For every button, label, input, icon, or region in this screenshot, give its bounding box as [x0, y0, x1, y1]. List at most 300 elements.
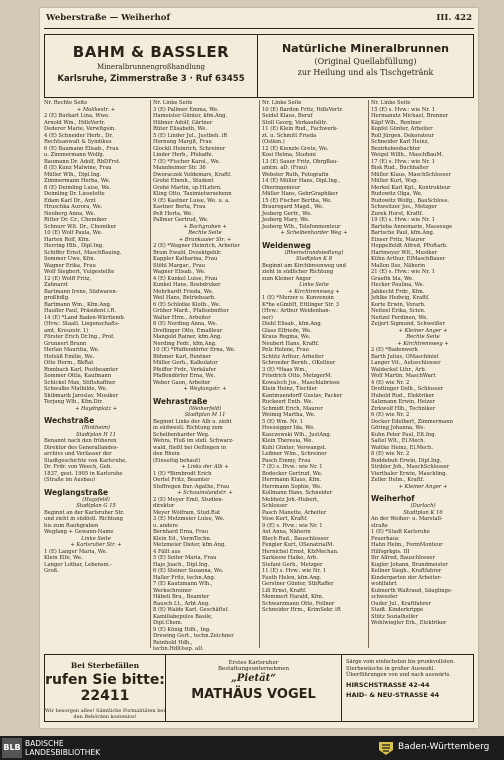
resident-entry: 5 (E) Wm. Nr. 1 [262, 418, 304, 425]
resident-entry: Dederer Marie, Verwltgsin. [44, 126, 116, 132]
resident-entry: Rudowitz Olga, We. [371, 191, 423, 197]
resident-entry: Schütz Arthur, Arbeiter [262, 353, 324, 360]
resident-entry: Nr. Linke Seite [153, 100, 193, 106]
bottom-ad-company-line1: Erstes Karlsruher [228, 660, 279, 666]
resident-entry: 4 (E) Schneider Herb., Dr. [44, 132, 113, 139]
resident-entry: Vierthaler Erwin, Maschling. [371, 470, 448, 477]
top-ad-company [45, 35, 258, 97]
resident-entry: Müller Hans, GebrGraphiker [262, 191, 338, 197]
resident-entry: Wagner Erika, Frau [44, 262, 96, 269]
resident-entry: Langer Lothar, Lebensm.- [44, 561, 112, 568]
blb-logo-icon[interactable]: BLB [2, 738, 22, 758]
section-marker: + Haydnplatz + [74, 405, 118, 412]
resident-entry: Müller Gerh., Kalkulator [153, 360, 218, 366]
header-rule [44, 28, 474, 29]
resident-entry: Diehl Elisab., kfm.Ang. [262, 321, 323, 327]
resident-entry: 7 (E) s. Hvw.: wie Nr. 1 [262, 464, 323, 470]
resident-entry: Kollmann Hans, Schneider [262, 490, 333, 496]
resident-entry: Weigel Willh., MaschBauM. [371, 152, 444, 158]
resident-entry: Jabkecht Frdr., Kfm. [371, 288, 425, 295]
resident-entry: Kühn Arthur, ElMaschBauer [371, 256, 446, 262]
street-description: bis zum Rauhgraben [44, 522, 99, 529]
resident-entry: Drottinger Dolh., Schlosser [371, 386, 444, 392]
resident-entry: Kowalsch Jos., Maschlabriese [262, 379, 340, 386]
resident-entry: Schneider Karl Heinz, [371, 139, 430, 145]
directory-page [40, 8, 478, 728]
resident-entry: Hübner Adolf, Gärtner [153, 119, 213, 126]
directory-column-4 [371, 100, 475, 648]
resident-entry: zt. u. Schmitt Frieda [262, 132, 317, 139]
bottom-ad-company [166, 655, 342, 721]
top-ad-company-name: BAHM & BASSLER [72, 43, 230, 61]
resident-entry: 3 (E) *Haas Wm., [262, 366, 308, 373]
column-divider [259, 100, 260, 648]
page-header [40, 8, 478, 32]
resident-entry: Linder Herb., Pfsbaffe. [153, 152, 214, 158]
top-advertisement [44, 34, 474, 98]
street-description: Wehra, Fluß im südl. Schwarz- [153, 438, 234, 444]
resident-entry: 14 (E) *Land Baden-Württemb. [44, 314, 126, 321]
resident-entry: Kling Otto, Taximietwrsehenn [153, 191, 232, 197]
resident-entry: 10 (E) *Pfaffendörfer Erna, We. [153, 347, 236, 353]
resident-entry: Sarkisow Haiko, Arb. [262, 555, 318, 561]
resident-entry: Schmidt Erich, Maurer [262, 405, 323, 412]
resident-entry: Pfeiffer Frdr., Verkäufer [153, 366, 217, 373]
resident-entry: Stadt. Kinderkrippe [371, 607, 424, 613]
resident-entry: Hornung Margit, Frau [153, 139, 212, 145]
resident-entry: Glockli Heinrich, Schreiner [153, 145, 226, 152]
resident-entry: Zeijert Sigmund, Schweißer [371, 321, 445, 327]
section-marker: + Weglangstr. + [183, 386, 227, 392]
resident-entry: Hartmeyer Wlt., Musiker [371, 249, 437, 256]
resident-entry: 8 (E) Deimling Luise, We. [44, 184, 111, 191]
resident-entry: 15 (E) s. Hvw.: wie Nr. 1 [371, 106, 435, 113]
resident-entry: Einser Fritz, Maurer [371, 236, 426, 243]
resident-entry: Schwarzmann Otto, Fellner [262, 600, 335, 607]
resident-entry: (Hvw.: Artbur Weidenhan- [262, 308, 331, 314]
resident-entry: Bodecker Gertrud, We. [262, 470, 323, 477]
resident-entry: 12 (E) Wolff Fritz, [44, 275, 92, 282]
resident-entry: Göring Johanna, We. [371, 425, 426, 431]
resident-entry: Rechtsanwalt & Syndikus [44, 139, 112, 145]
resident-entry: Weil Hans, Betriebsarb. [153, 295, 216, 301]
resident-entry: Wolf Martin, MaschWart [371, 373, 436, 379]
resident-entry: 7 (E) Kautzmann Wlh., [153, 581, 213, 587]
resident-entry: Kastner Berta, Frau [153, 204, 206, 210]
resident-entry: Mannheimer Str. 36 [153, 165, 206, 171]
resident-entry: Ruckeert Enth. We. [262, 399, 314, 405]
section-marker: (Rheinstrandsiedlung) [284, 249, 344, 256]
resident-entry: 1 (E) *Birnbrodt Erich [153, 470, 212, 477]
resident-entry: Herring Hlb., Dipl.Ing. [44, 243, 104, 249]
bottom-ad-services [342, 655, 473, 721]
resident-entry: Schwalbe Mathilde, We. [44, 386, 108, 392]
resident-entry: Barth Julius, OMaschinist [371, 353, 439, 360]
resident-entry: Mohrhardt Frieda, We. [153, 288, 214, 295]
resident-entry: 2 (E) *Badenwerk [371, 347, 418, 353]
resident-entry: Glass Elfriede, We. [262, 327, 312, 334]
section-marker: Rechte Seite [188, 230, 222, 236]
resident-entry: Buddebuh Erwin, Dipl.Ing. [371, 457, 442, 464]
resident-entry: 8 (E) Nerding Anna, We. [153, 321, 218, 327]
resident-entry: Wolf Siegbert, Vulgestellte [44, 269, 115, 275]
resident-entry: Bernhard Erna, Frau [153, 529, 209, 535]
resident-entry: Hofsäß Emilie, We. [44, 353, 95, 360]
resident-entry: Mommert Harald, Kfm. [262, 594, 324, 600]
resident-entry: Skibmarik Jaroslav, Musiker [44, 392, 119, 399]
resident-entry: Hruschka Aurora, We. [44, 204, 103, 210]
resident-entry: Stöhl Margar., Frau [153, 262, 206, 269]
resident-entry: Bartmann Wm., Kfm.Ang. [44, 301, 112, 308]
street-description: Benannt nach den früheren [44, 438, 117, 444]
resident-entry: 10 (E) Bardon Fritz, HdlsVertr. [262, 106, 344, 113]
resident-entry: Sommer Ottla, Kaufmann [44, 373, 112, 379]
resident-entry: 17 (E) s. Hvw.: wie Nr. 1 [371, 158, 435, 165]
street-description: Dr. Frdr. von Weech, Geb. [44, 464, 112, 470]
bottom-advertisement [44, 654, 474, 722]
resident-entry: 6 (E) Schlotke Klotb., We. [153, 301, 221, 308]
resident-entry: Grüber Marit., Pfaflsebnitter [153, 308, 229, 314]
street-description: zum Kleiner Anger [262, 275, 312, 282]
resident-entry: Jesberg Wlh., Telefonmonteur [262, 223, 341, 230]
column-divider [368, 100, 369, 648]
resident-entry: Ouder Jul., Kraftfahrer [371, 600, 431, 607]
resident-entry: Hoppelfeldt Alfred, PPoftarb. [371, 243, 448, 249]
resident-entry: Groß. [44, 568, 59, 574]
resident-entry: Schnurr Wlt. Dr., Chemiker [44, 223, 117, 230]
resident-entry: Brauregard Magd., We. [262, 204, 324, 210]
section-marker: + Kirchtrennweg + [288, 288, 340, 295]
resident-entry: Ritter Dr. Cr., Chemiker [44, 217, 107, 223]
street-description: (Einseitig behaut) [153, 457, 201, 464]
resident-entry: Leibner Wlm., Schreiner [262, 451, 327, 457]
resident-entry: Hecker Paulina, We. [371, 282, 425, 288]
resident-entry: 1 (E) Langer Maria, We. [44, 548, 108, 555]
directory-column-3 [262, 100, 366, 648]
resident-entry: Baumann Dr. Adolf, RbDFrst. [44, 158, 121, 165]
resident-entry: Häbeli Bru., Beamter [153, 594, 210, 600]
resident-entry: Vose Kurt, Kraftf. [262, 516, 308, 522]
resident-entry: Fauth Helen, kfm.Ang. [262, 574, 322, 581]
resident-entry: Kappler Katharina, Frau [153, 256, 218, 262]
resident-entry: Jesberg Gertr., We. [262, 210, 312, 217]
street-heading: Wechstraße [44, 416, 95, 425]
section-marker: (Weiherfeld) [188, 405, 222, 412]
resident-entry: Nr. Linke Seite [371, 100, 411, 106]
resident-entry: Müller Wlh., Dipl.Ing. [44, 171, 102, 178]
resident-entry: Stefani Gerh., Metzger [262, 561, 323, 568]
resident-entry: 2 (E) Meyer Emil, Studien- [153, 496, 224, 503]
resident-entry: Drewing Gert., techn.Zeichner [153, 633, 234, 639]
header-street-range: Weberstraße — Weiherhof [46, 13, 171, 23]
resident-entry: Neiteel Erika, Scien. [371, 308, 426, 314]
resident-entry: Ihr Alfred, Bauschlosser [371, 555, 435, 561]
resident-entry: Schneider Hrm., KrimSekr. iR [262, 607, 341, 613]
resident-entry: Schickel Max, Stiftshaffner [44, 379, 116, 386]
resident-entry: 9 (E) König Hdh., Ing. [153, 626, 211, 633]
resident-entry: Walter Hrm., Arbeiter [153, 314, 211, 321]
top-ad-slogan [258, 35, 473, 97]
resident-entry: Bartmann Irene, Südwaren- [44, 288, 118, 295]
resident-entry: Bisk Rud., Buchhalter [371, 165, 429, 171]
resident-entry: Metzmeier Dieter, kfm.Ang. [153, 542, 226, 548]
resident-entry: 5 (E) Linder Jul., Justbeh. iR [153, 132, 228, 139]
resident-entry: 12 (E) Kienzle Grete, We. [262, 145, 329, 152]
resident-entry: Schlosser [262, 503, 288, 509]
top-ad-company-address: Karlsruhe, Zimmerstraße 3 · Ruf 63455 [57, 74, 245, 84]
bottom-ad-address-2: HAID- & NEU-STRASSE 44 [346, 690, 440, 699]
section-marker: + Scheibenharder Weg + [280, 230, 348, 236]
resident-entry: Zimmermann Herba, We. [44, 178, 111, 184]
resident-entry: 11 (E) s. Hvw.: wie Nr. 1 [262, 568, 326, 574]
resident-entry: 6 (E) wie Nr. 2 [371, 412, 410, 418]
resident-entry: Fengler Kurt, OSenatrialM. [262, 542, 335, 548]
section-marker: + Links der Alb + [181, 464, 229, 470]
resident-entry: schwester [371, 594, 398, 600]
resident-entry: 21 (E) s. Hvw.: wie Nr. 1 [371, 269, 435, 275]
resident-entry: Schiffer Ernst, MaschBauing. [44, 249, 122, 256]
directory-column-1 [44, 100, 148, 648]
street-description: Stadtgeschichte von Karlsruhe, [44, 457, 127, 464]
resident-entry: 19 (E) s. Hvw.: wie Nr. 1 [371, 217, 435, 223]
bottom-ad-company-name: MATHÄUS VOGEL [191, 687, 316, 702]
directory-column-2 [153, 100, 257, 652]
resident-entry: Kuhl Günter, Verwangst. [262, 444, 327, 451]
top-ad-slogan-line1: Natürliche Mineralbrunnen [281, 42, 450, 55]
street-description: Beginnt am Kirchbreenweg und [262, 262, 346, 269]
resident-entry: Rüter Elisabeth, We. [153, 126, 208, 132]
resident-entry: Decker Edelbert, Zimmermann [371, 418, 453, 425]
resident-entry: Neubert Hans, Kraftf. [262, 340, 320, 347]
resident-entry: Pasch Manette, Arbeiter [262, 509, 327, 516]
resident-entry: Rombach Karl, Postbeamter [44, 366, 118, 373]
column-divider [150, 100, 151, 648]
resident-entry: 1 (E) *Stadt Karlsruhe [371, 529, 430, 535]
resident-entry: Otto Herm., BkRat [44, 360, 94, 366]
resident-entry: 9 (E) s. Hvw.: wie Nr. 1 [262, 522, 323, 529]
resident-entry: Rudowitz Wolfg., BauSchloss. [371, 197, 450, 204]
section-marker: + Kirchtrennweg + [397, 340, 449, 347]
blb-name-line2: LANDESBIBLIOTHEK [25, 748, 101, 757]
resident-entry: 5 (E) Seiter Maria, Frau [153, 555, 217, 561]
resident-entry: Jesberg Mary, We. [262, 217, 310, 223]
resident-entry: Zeller Helm., Kraftf. [371, 477, 425, 483]
header-page-number: III. 422 [436, 13, 472, 23]
resident-entry: 14 (E) Müller Hans, Dipl.Ing., [262, 178, 341, 184]
section-marker: Stadtplan K 16 [403, 509, 443, 516]
street-description: Scheibenharder Weg. [153, 431, 210, 438]
resident-entry: Oertel Fritz, Beamter [153, 477, 210, 483]
resident-entry: Grohé Ebenh., Student [153, 178, 214, 184]
resident-entry: Dreflinger Otto, Emailleur [153, 327, 223, 334]
resident-entry: Mallon Ilse, Näherin [371, 262, 426, 269]
bottom-ad-company-line2: Bestattungsunternehmen [218, 666, 289, 672]
resident-entry: Neuberg Anna, We. [44, 210, 96, 217]
resident-entry: Bezirksbeobachter [371, 145, 421, 152]
section-marker: Linke Seite [299, 282, 329, 288]
bottom-ad-phone [45, 655, 166, 721]
resident-entry: Kindergarten der Arbeiter- [371, 574, 442, 581]
resident-entry: Kopfel Günter, Arbeiter [371, 126, 433, 132]
section-marker: + Molikestr. + [76, 106, 116, 113]
resident-entry: 13 (E) Sauer Fritz, ObrgBau- [262, 158, 339, 165]
resident-entry: Axt Anna, Näherin [262, 529, 311, 535]
resident-entry: ner) [262, 314, 273, 321]
resident-entry: Oberingenieur [262, 184, 301, 191]
resident-entry: 4 (E) wie Nr. 2 [371, 379, 410, 386]
street-description: archivs und Verfasser der [44, 451, 112, 457]
resident-entry: Stoll Georg, Verkaufslitr. [262, 119, 328, 126]
resident-entry: Lill Ernst, Kraftf. [262, 587, 307, 594]
resident-entry: wohlfahrt [371, 581, 397, 587]
resident-entry: techn.HdlOssp. aD. [153, 646, 204, 652]
resident-entry: Haufler Paul, Präsident i.R. [44, 308, 116, 314]
resident-entry: Pelt Herta, We. [153, 210, 193, 217]
resident-entry: Wagner Elisab., We. [153, 269, 206, 275]
resident-entry: Dworaczek Voldemars, Kraftf. [153, 171, 232, 178]
baden-wuerttemberg-name: Baden-Württemberg [398, 742, 490, 752]
street-description: Beginnt an der Karlsruher Str. [44, 509, 125, 516]
resident-entry: Müller Kurt, Wsp. [371, 178, 419, 184]
resident-entry: Wattke Heinz, El.Mech. [371, 444, 434, 451]
bottom-ad-phone-line1: Bei Sterbefällen [70, 661, 140, 670]
section-marker: Rechte Seite [406, 334, 440, 340]
resident-entry: Herlan Mauritia, We. [44, 347, 100, 353]
resident-entry: 8 (E) Kunz Malwine, Frau [44, 165, 112, 171]
resident-entry: 3 (E) Metzmeier Luise, We. [153, 516, 225, 522]
bottom-ad-services-text: Särge vom einfachsten bis prunkvollsten. Sterbewäsche in großer Auswahl. Überführungen von und nach auswärts. [346, 659, 456, 678]
street-description: Beginnt Links der Alb u. zieht [153, 418, 232, 425]
section-marker: + Brunkaaier Str. + [178, 236, 232, 243]
resident-entry: Zurek Horst, Kraftf. [371, 210, 424, 217]
resident-entry: Pallmer Gertrud, We. [153, 217, 209, 223]
resident-entry: Deimling Dr. Lieselotte [44, 191, 105, 197]
bottom-ad-address-1: HIRSCHSTRASSE 42-44 [346, 680, 430, 689]
resident-entry: 11 (E) Klein Rud., Fachwerk- [262, 126, 338, 132]
section-marker: + Kleiner Anger + [398, 483, 448, 490]
resident-entry: amtm. aD. (Frau) [262, 165, 308, 171]
resident-entry: 2 (E) Burkart Lina, Wwe. [44, 113, 110, 119]
resident-entry: Dipl.Chem. [153, 620, 183, 626]
resident-entry: Hernichel Ernst, KfzMechan. [262, 548, 339, 555]
street-description: An der Weiher- u. Marstall- [371, 516, 443, 522]
resident-entry: Blech Rud., Bauschlosser [262, 535, 329, 542]
resident-entry: Terjung Wlh., Kfm.Dir. [44, 399, 103, 405]
resident-entry: Käpf Wlh., Rentner [371, 119, 422, 126]
resident-entry: 9 (E) Kastner Luise, We. u. a. [153, 197, 230, 204]
resident-entry: Saltel Wlt., El.Mech. [371, 438, 426, 444]
resident-entry: Seidel Klaus, Beruf [262, 113, 313, 119]
resident-entry: u. Zimmermann Wolfg. [44, 152, 105, 158]
resident-entry: u. andere [153, 522, 179, 529]
resident-entry: Merkel Karl Kpt., Kontrukteur [371, 184, 451, 191]
resident-entry: großhdlg. [44, 295, 70, 301]
resident-entry: Stoffregen Bur.-Agathe, Frau [153, 483, 230, 490]
top-ad-company-subtitle: Mineralbrunnengroßhandlung [97, 63, 205, 71]
resident-entry: Roll Jürgen, Dekorateur [371, 132, 434, 139]
resident-entry: Kraus Regina, We. [262, 334, 311, 340]
resident-entry: Klein Heinz, Tischler [262, 386, 318, 392]
resident-entry: Korte Erwin, Vorarb. [371, 301, 426, 308]
street-heading: Weidenweg [262, 240, 311, 250]
resident-entry: Hermanutz Michael, Brenner [371, 113, 449, 119]
street-heading: Weiherhof [371, 494, 415, 503]
street-description: 1837, gest. 1905 in Karlsruhe [44, 470, 123, 477]
resident-entry: 2 (E) *Wagner Heinrich, Arbeiter [153, 243, 241, 249]
street-description: zieht in südlicher Richtung [262, 269, 334, 275]
resident-entry: Kuhn Peter Paul, Elt.Ing. [371, 431, 437, 438]
section-marker: + Bachgraben + [183, 223, 227, 230]
resident-entry: Kunkel Hans, Bosbdruker [153, 282, 221, 288]
resident-entry: 7 (E) *Fischer Karol., We. [153, 158, 221, 165]
resident-entry: Kellner Siegh., Kraftfahrer [371, 568, 442, 574]
resident-entry: Müller Klaus, MaschSchlosser [371, 171, 451, 178]
resident-entry: Klein Ed., VermTechn. [153, 535, 212, 542]
resident-entry: Haje Joach., Dipl.Ing. [153, 561, 210, 568]
street-description: wald, fließt bei Oeflingen in [153, 444, 227, 451]
bottom-ad-phone-line2: rufen Sie bitte: 22411 [45, 672, 165, 704]
resident-entry: Feuerhaus [371, 535, 399, 542]
resident-entry: Graefln Ida, We. [371, 275, 414, 282]
resident-entry: Mangold Rainer, kfm.Ang. [153, 334, 222, 340]
top-ad-slogan-line3: zur Heilung und als Tischgetränk [297, 68, 434, 77]
resident-entry: 3 (E) Pallmer Emma, We. [153, 106, 219, 113]
resident-entry: Pfaffendörfer Erna, We. [153, 373, 216, 379]
resident-entry: Hubold Rud., Elektriker [371, 392, 435, 399]
resident-entry: Kasczewski Wlh., JustAng. [262, 431, 332, 438]
resident-entry: Zirkwolf Hlh., Techniker [371, 405, 436, 412]
resident-entry: Grohé Martin, sp.HLehrn. [153, 184, 222, 191]
resident-entry: 6 (E) Baumann Elisab., Frau [44, 145, 119, 152]
section-marker: Stadtplan G 15 [76, 503, 116, 509]
resident-entry: Herrmann Sophie, We. [262, 483, 322, 490]
resident-entry: Meyer Wolfram, Stud.Rat [153, 509, 221, 516]
baden-wuerttemberg-logo-icon[interactable] [378, 740, 394, 756]
resident-entry: Nerding Fedr., kfm.Ang. [153, 340, 217, 347]
resident-entry: Stütz Sozialhelfer [371, 613, 418, 620]
resident-entry: Neitzel Ferdinen, We. [371, 314, 428, 321]
resident-entry: Kugler Johann, Brandmeister [371, 561, 448, 568]
section-marker: + Schauinslandstr. + [177, 490, 233, 496]
resident-entry: Kantmuendorff Gustav, Packer [262, 392, 343, 399]
resident-entry: Salzmann Erwin, Heizer [371, 399, 435, 405]
section-marker: (Rintheim) [81, 425, 111, 431]
resident-entry: Waldeckel Lthr., Arb. [371, 366, 427, 373]
resident-entry: Stribler Joh., MaschSchlosser [371, 464, 450, 470]
resident-entry: 4 (E) Kunkel Luise, Frau [153, 275, 218, 282]
street-description: straße [371, 522, 388, 529]
resident-entry: 4 Fällt aus [153, 548, 181, 555]
top-ad-slogan-line2: (Original Quellabfüllung) [314, 57, 417, 66]
resident-entry: amt, Kreuzstr. 1) [44, 327, 89, 334]
street-description: Wegfang + Gewann-Name [44, 529, 114, 535]
resident-entry: Kosi Helma, Studeni [262, 152, 316, 158]
resident-entry: K*he eGmbH, Ettlinger Str. 3 [262, 301, 340, 308]
resident-entry: Wohlwiegler Erk., Elektriker [371, 620, 447, 626]
section-marker: Stadtplan K 8 [295, 256, 333, 262]
resident-entry: Klein Elfe, We. [44, 555, 83, 561]
blb-name [25, 739, 100, 757]
bottom-ad-company-tagline: „Pietät“ [231, 673, 276, 684]
resident-entry: Klein Theresia, We. [262, 438, 314, 444]
resident-entry: (Ostkm.) [262, 139, 285, 145]
resident-entry: Harten Rolf, Kfm. [44, 236, 91, 243]
resident-entry: Herrmann Klaus, Kfm. [262, 477, 322, 483]
street-description: (Straße im Ausbau) [44, 477, 96, 483]
resident-entry: Weber Gaon, Arbeiter [153, 379, 211, 386]
resident-entry: Pelz Helene, Frau [262, 347, 309, 353]
section-marker: (Durlach) [410, 503, 436, 509]
